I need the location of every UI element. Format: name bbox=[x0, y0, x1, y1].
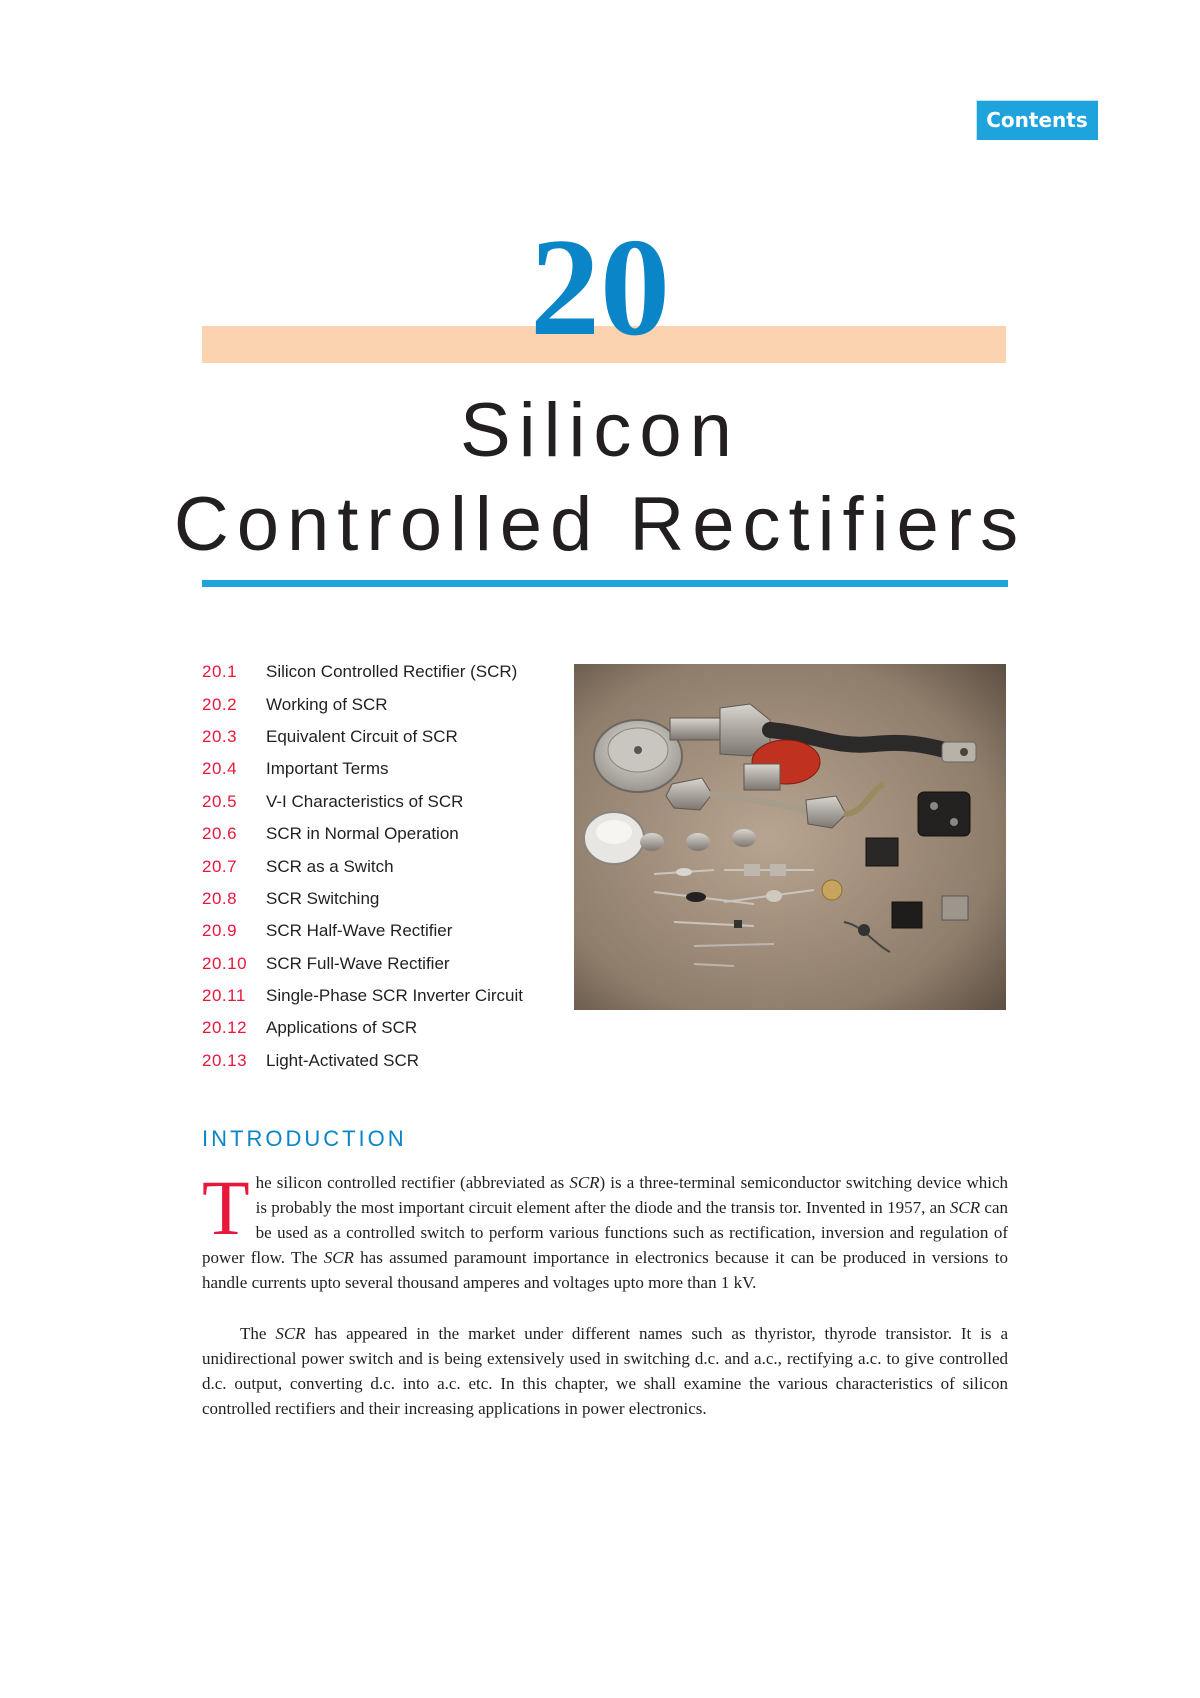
toc-item[interactable] bbox=[202, 850, 582, 882]
toc-label: V-I Characteristics of SCR bbox=[266, 791, 464, 811]
toc-number: 20.2 bbox=[202, 694, 238, 714]
introduction-heading: INTRODUCTION bbox=[202, 1126, 407, 1151]
intro-paragraph-2: The SCR has appeared in the market under different names such as thyristor, thyrode transistor. It is a unidirectional power switch and is being extensively used in switching d.c. and a.c., rectifying a.c. to give controlled d.c. output, converting d.c. into a.c. etc. In this chapter, we shall examine the various characteristics of silicon controlled rectifiers and their increasing applications in power electronics. bbox=[202, 1324, 1008, 1418]
title-underline bbox=[202, 580, 1008, 587]
toc-label: SCR Switching bbox=[266, 888, 380, 908]
chapter-toc bbox=[202, 656, 582, 1077]
toc-label: SCR as a Switch bbox=[266, 856, 394, 876]
toc-label: Applications of SCR bbox=[266, 1018, 418, 1038]
chapter-title-line2: Controlled Rectifiers bbox=[173, 482, 1027, 567]
toc-item[interactable] bbox=[202, 948, 582, 980]
toc-number: 20.12 bbox=[202, 1018, 248, 1038]
toc-item[interactable] bbox=[202, 818, 582, 850]
toc-label: Important Terms bbox=[266, 759, 389, 779]
toc-item[interactable] bbox=[202, 721, 582, 753]
toc-number: 20.1 bbox=[202, 662, 238, 682]
toc-number: 20.11 bbox=[202, 986, 246, 1006]
toc-number: 20.4 bbox=[202, 759, 238, 779]
toc-number: 20.7 bbox=[202, 856, 238, 876]
toc-item[interactable] bbox=[202, 753, 582, 785]
toc-label: SCR in Normal Operation bbox=[266, 824, 459, 844]
drop-cap: T bbox=[202, 1164, 250, 1251]
intro-paragraph-1: The silicon controlled rectifier (abbreviated as SCR) is a three-terminal semiconductor switching device which is probably the most important circuit element after the diode and the transis tor. Invented in 1957, an SCR can be used as a controlled switch to perform various functions such as rectification, inversion and regulation of power flow. The SCR has assumed paramount importance in electronics because it can be produced in versions to handle currents upto several thousand amperes and voltages upto more than 1 kV. bbox=[202, 1164, 1008, 1292]
toc-item[interactable] bbox=[202, 656, 582, 688]
toc-number: 20.9 bbox=[202, 921, 238, 941]
toc-number: 20.3 bbox=[202, 726, 238, 746]
toc-label: Equivalent Circuit of SCR bbox=[266, 726, 458, 746]
toc-item[interactable] bbox=[202, 980, 582, 1012]
contents-button[interactable]: Contents bbox=[976, 100, 1098, 140]
chapter-title-line1: Silicon bbox=[460, 388, 740, 473]
toc-label: Single-Phase SCR Inverter Circuit bbox=[266, 986, 523, 1006]
toc-number: 20.8 bbox=[202, 888, 238, 908]
toc-item[interactable] bbox=[202, 1012, 582, 1044]
toc-number: 20.13 bbox=[202, 1050, 248, 1070]
toc-label: Light-Activated SCR bbox=[266, 1050, 420, 1070]
scr-devices-photo bbox=[574, 664, 1006, 1010]
toc-item[interactable] bbox=[202, 688, 582, 720]
toc-number: 20.5 bbox=[202, 791, 238, 811]
toc-label: Silicon Controlled Rectifier (SCR) bbox=[266, 662, 518, 682]
toc-label: Working of SCR bbox=[266, 694, 388, 714]
toc-label: SCR Full-Wave Rectifier bbox=[266, 953, 450, 973]
toc-number: 20.10 bbox=[202, 953, 248, 973]
toc-item[interactable] bbox=[202, 1045, 582, 1077]
chapter-number: 20 bbox=[530, 210, 670, 365]
toc-label: SCR Half-Wave Rectifier bbox=[266, 921, 453, 941]
toc-number: 20.6 bbox=[202, 824, 238, 844]
toc-item[interactable] bbox=[202, 883, 582, 915]
toc-item[interactable] bbox=[202, 915, 582, 947]
toc-item[interactable] bbox=[202, 786, 582, 818]
